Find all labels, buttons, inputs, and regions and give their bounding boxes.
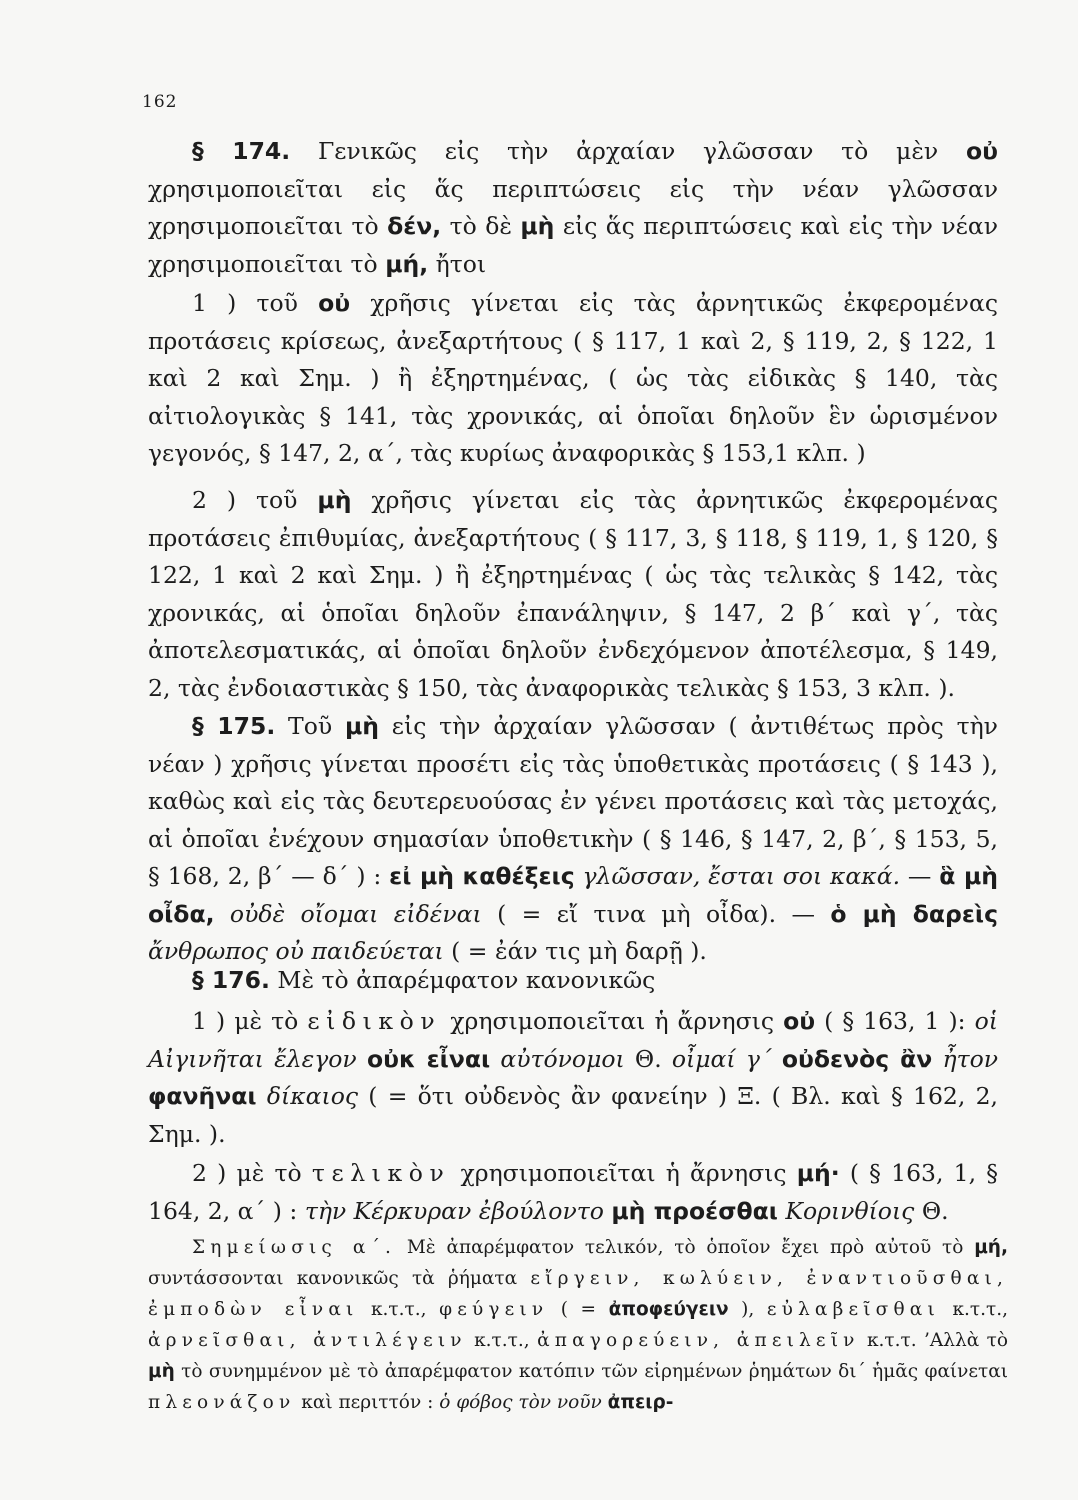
text-run: εἰς τὴν ἀρχαίαν γλῶσσαν ( ἀντιθέτως πρὸς τὴν νέαν ) χρῆσις γίνεται προσέτι εἰς τὰς ὑποθετικὰς προτάσεις ( § 143 ), καθὼς καὶ εἰς τὰς δευτερευούσας ἐν γένει προτάσεις καὶ τὰς μετοχάς, αἱ ὁποῖαι ἐνέχουν σημασίαν ὑποθετικὴν ( § 146, § 147, 2, β΄, § 153, 5, § 168, 2, β΄ — δ΄ ) : bbox=[148, 712, 998, 890]
text-run: οὐδενὸς ἂν bbox=[781, 1044, 933, 1073]
text-run: § 176. bbox=[192, 966, 270, 994]
text-run: ( = ἐάν τις μὴ δαρῇ ). bbox=[443, 937, 707, 965]
text-run: ( = εἴ τινα μὴ οἶδα). — bbox=[481, 899, 831, 928]
text-run: Θ. bbox=[914, 1196, 949, 1225]
text-run: φεύγειν bbox=[439, 1299, 549, 1320]
text-run: ἀποφεύγειν bbox=[608, 1299, 729, 1320]
section-176 bbox=[148, 962, 998, 1000]
text-run: οὐδὲ οἴομαι εἰδέναι bbox=[214, 899, 482, 928]
text-run: τὸ συνημμένον μὲ τὸ ἀπαρέμφατον κατόπιν τῶν εἰρημένων ῥημάτων δι΄ ἡμᾶς φαίνεται bbox=[174, 1361, 1008, 1382]
text-run: ἀρνεῖσθαι, ἀντιλέγειν bbox=[148, 1330, 467, 1351]
text-run: οὐ bbox=[965, 137, 998, 165]
section-176-note bbox=[148, 1232, 1008, 1418]
text-run: ( § 163, 1, § 164, 2, α΄ ) : bbox=[148, 1159, 998, 1225]
section-174 bbox=[148, 133, 998, 283]
text-run: οὐκ εἶναι bbox=[366, 1044, 491, 1073]
text-run: ἤτοι bbox=[428, 249, 487, 278]
text-run: αὐτόνομοι bbox=[490, 1044, 625, 1073]
text-run: 1 ) μὲ τὸ bbox=[192, 1007, 308, 1035]
text-run: τὴν Κέρκυραν ἐβούλοντο bbox=[304, 1196, 612, 1225]
text-run: μὴ προέσθαι bbox=[611, 1196, 778, 1225]
text-run: ( = bbox=[548, 1299, 609, 1320]
text-run: χρησιμοποιεῖται εἰς ἅς περιπτώσεις εἰς τὴν νέαν γλῶσσαν χρησιμοποιεῖται τὸ bbox=[148, 174, 998, 240]
text-run: εἰ μὴ καθέξεις bbox=[389, 862, 575, 890]
text-run: εἴργειν, κωλύειν, ἐναντιοῦσθαι, ἐμποδὼν εἶναι bbox=[148, 1268, 1009, 1320]
text-run: χρῆσις γίνεται εἰς τὰς ἀρνητικῶς ἐκφερομένας προτάσεις ἐπιθυμίας, ἀνεξαρτήτους ( § 117, 3, § 118, § 119, 1, § 120, § 122, 1 καὶ 2 καὶ Σημ. ) ἢ ἐξηρτημένας ( ὡς τὰς τελικὰς § 142, τὰς χρονικάς, αἱ ὁποῖαι δηλοῦν ἐπανάληψιν, § 147, 2 β΄ καὶ γ΄, τὰς ἀποτελεσματικάς, αἱ ὁποῖαι δηλοῦν ἐνδεχόμενον ἀποτέλεσμα, § 149, 2, τὰς ἐνδοιαστικὰς § 150, τὰς ἀναφορικὰς τελικὰς § 153, 3 κλπ. ). bbox=[148, 486, 998, 702]
text-run: πλεονάζον bbox=[148, 1392, 296, 1413]
text-run: χρησιμοποιεῖται ἡ ἄρνησις bbox=[450, 1159, 797, 1187]
text-run: ), bbox=[728, 1299, 767, 1320]
text-run: οἶμαί γ΄ bbox=[671, 1044, 782, 1073]
text-run: ὁ φόβος τὸν νοῦν bbox=[439, 1392, 608, 1413]
text-run: 2 ) τοῦ bbox=[192, 486, 318, 514]
section-174-item-2 bbox=[148, 482, 998, 707]
text-run: — bbox=[900, 862, 940, 890]
section-174-item-1 bbox=[148, 285, 998, 473]
text-run: οἱ Αἰγινῆται ἔλεγον bbox=[148, 1007, 998, 1073]
text-run: ( = ὅτι οὐδενὸς ἂν φανείην ) Ξ. ( Βλ. καὶ § 162, 2, Σημ. ). bbox=[148, 1082, 998, 1148]
text-run: ἀπειρ- bbox=[607, 1392, 674, 1413]
text-run: Θ. bbox=[624, 1044, 672, 1073]
text-run: ἄνθρωπος οὐ παιδεύεται bbox=[148, 937, 444, 965]
text-run: οὐ bbox=[783, 1007, 816, 1035]
text-run: οὐ bbox=[318, 289, 351, 317]
text-run: Κορινθίοις bbox=[777, 1196, 915, 1225]
text-run: εἰδικὸν bbox=[307, 1007, 442, 1035]
text-run: μή, bbox=[385, 249, 429, 278]
text-run: μὴ bbox=[344, 712, 379, 740]
text-run: γλῶσσαν, ἔσται σοι κακά. bbox=[574, 862, 901, 890]
text-run: μὴ bbox=[148, 1361, 175, 1382]
text-run: φανῆναι bbox=[148, 1082, 257, 1110]
text-run: κ.τ.τ. ’Αλλὰ τὸ bbox=[859, 1330, 1008, 1351]
text-run: ἦτον bbox=[932, 1044, 998, 1073]
text-run: 1 ) τοῦ bbox=[192, 289, 319, 317]
text-run: δέν, bbox=[387, 212, 442, 240]
text-run: τελικὸν bbox=[311, 1159, 451, 1187]
section-176-item-1 bbox=[148, 1003, 998, 1153]
text-run: δίκαιος bbox=[256, 1082, 359, 1110]
section-175 bbox=[148, 708, 998, 971]
text-run: μή, bbox=[974, 1237, 1008, 1258]
text-run: κ.τ.τ., bbox=[939, 1299, 1008, 1320]
text-run: τὸ δὲ bbox=[441, 212, 521, 240]
text-run: καὶ περιττόν : bbox=[295, 1392, 440, 1413]
text-run: εὐλαβεῖσθαι bbox=[766, 1299, 940, 1320]
page-number: 162 bbox=[142, 92, 178, 112]
text-run: Μὲ ἀπαρέμφατον τελικόν, τὸ ὁποῖον ἔχει πρὸ αὐτοῦ τὸ bbox=[396, 1237, 975, 1258]
text-run: Μὲ τὸ ἀπαρέμφατον κανονικῶς bbox=[269, 966, 656, 994]
text-run: § 175. bbox=[192, 712, 276, 740]
text-run: Τοῦ bbox=[275, 712, 345, 740]
text-run: Γενικῶς εἰς τὴν ἀρχαίαν γλῶσσαν τὸ μὲν bbox=[290, 137, 966, 165]
text-run: μὴ bbox=[317, 486, 352, 514]
text-run: κ.τ.τ., bbox=[466, 1330, 538, 1351]
text-run: χρησιμοποιεῖται ἡ ἄρνησις bbox=[441, 1007, 784, 1035]
text-run: εἰς ἅς περιπτώσεις καὶ εἰς τὴν νέαν χρησιμοποιεῖται τὸ bbox=[148, 212, 998, 278]
text-run: ( § 163, 1 ): bbox=[815, 1007, 975, 1035]
text-run: 2 ) μὲ τὸ bbox=[192, 1159, 312, 1187]
text-run: συντάσσονται κανονικῶς τὰ ῥήματα bbox=[148, 1268, 531, 1289]
text-run: ὁ μὴ δαρεὶς bbox=[830, 899, 998, 928]
text-run: κ.τ.τ., bbox=[358, 1299, 440, 1320]
text-run: χρῆσις γίνεται εἰς τὰς ἀρνητικῶς ἐκφερομένας προτάσεις κρίσεως, ἀνεξαρτήτους ( § 117, 1 καὶ 2, § 119, 2, § 122, 1 καὶ 2 καὶ Σημ. ) ἢ ἐξηρτημένας, ( ὡς τὰς εἰδικὰς § 140, τὰς αἰτιολογικὰς § 141, τὰς χρονικάς, αἱ ὁποῖαι δηλοῦν ἓν ὡρισμένον γεγονός, § 147, 2, α΄, τὰς κυρίως ἀναφορικὰς § 153,1 κλπ. ) bbox=[148, 289, 998, 467]
text-run: § 174. bbox=[192, 137, 291, 165]
text-run: ἃ μὴ οἶδα, bbox=[148, 862, 998, 928]
text-run: μὴ bbox=[520, 212, 555, 240]
text-run: ἀπαγορεύειν, ἀπειλεῖν bbox=[537, 1330, 860, 1351]
text-run: Σημείωσις α΄. bbox=[192, 1237, 397, 1258]
section-176-item-2 bbox=[148, 1155, 998, 1230]
text-run: μή· bbox=[796, 1159, 840, 1187]
